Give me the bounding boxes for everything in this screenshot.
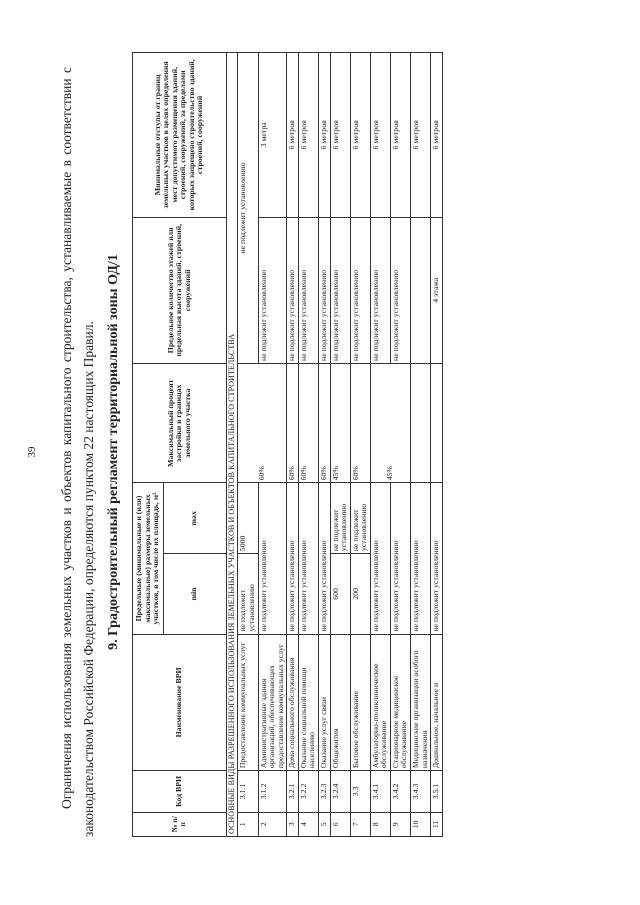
row-floors: не подлежит установлению — [370, 217, 390, 363]
row-percent: 45% — [370, 363, 410, 482]
row-no: 9 — [390, 812, 410, 836]
header-min: min — [163, 554, 226, 634]
header-percent: Максимальный процент застройки в границах земельного участка — [133, 363, 227, 482]
section-title: 9. Градостроительный регламент территориальной зоны ОД/1 — [106, 254, 121, 650]
row-floors: не подлежит установлению — [298, 217, 318, 363]
row-no: 8 — [370, 812, 390, 836]
row-setback: 6 метров — [318, 53, 330, 218]
rotated-content — [20, 37, 620, 867]
table-row — [287, 53, 299, 837]
table-row — [411, 53, 431, 837]
row-min: 200 — [350, 554, 370, 634]
header-floors: Предельное количество этажей или предельная высота зданий, строений, сооружений — [133, 217, 227, 363]
row-percent: 45% — [330, 363, 350, 482]
row-no: 6 — [330, 812, 350, 836]
row-setback: 6 метров — [298, 53, 318, 218]
row-floors: 4 этажа — [431, 217, 443, 363]
row-min: 600 — [330, 554, 350, 634]
row-max: 5000 — [238, 483, 258, 554]
row-max: не подлежит установлению — [330, 483, 350, 554]
row-name: Медицинские организации особого назначения — [411, 634, 431, 771]
row-size: не подлежит установлению — [287, 483, 299, 634]
row-percent: 60% — [318, 363, 330, 482]
row-name: Оказание социальной помощи населению — [298, 634, 318, 771]
row-no: 4 — [298, 812, 318, 836]
row-no: 5 — [318, 812, 330, 836]
header-setback: Минимальные отступы от границ земельных участков в целях определения мест допустимого размещения зданий, строений, сооружений, за пределами которых запрещено строительство зданий, строений, сооружений — [133, 53, 227, 218]
regulation-table — [132, 52, 443, 837]
section-row-text: ОСНОВНЫЕ ВИДЫ РАЗРЕШЕННОГО ИСПОЛЬЗОВАНИЯ ЗЕМЕЛЬНЫХ УЧАСТКОВ И ОБЪЕКТОВ КАПИТАЛЬНОГО СТРОИТЕЛЬСТВА — [226, 53, 238, 837]
section-row — [226, 53, 238, 837]
row-code: 3.2.3 — [318, 771, 330, 812]
row-setback: 6 метров — [330, 53, 350, 218]
row-size: не подлежит установлению — [390, 483, 410, 634]
row-percent: 60% — [298, 363, 318, 482]
row-floors: не подлежит установлению — [287, 217, 299, 363]
row-code: 3.1.1 — [238, 771, 258, 812]
header-code: Код ВРИ — [133, 771, 227, 812]
row-name: Административные здания организаций, обеспечивающих предоставление коммунальных услуг — [258, 634, 287, 771]
row-code: 3.2.4 — [330, 771, 350, 812]
row-name: Предоставление коммунальных услуг — [238, 634, 258, 771]
row-no: 11 — [431, 812, 443, 836]
row-name: Бытовое обслуживание — [350, 634, 370, 771]
table-row — [350, 53, 370, 837]
row-setback: 6 метров — [370, 53, 390, 218]
row-code: 3.5.1 — [431, 771, 443, 812]
row-name: Дома социального обслуживания — [287, 634, 299, 771]
row-code: 3.2.2 — [298, 771, 318, 812]
table-row — [370, 53, 390, 837]
row-no: 3 — [287, 812, 299, 836]
row-name: Оказание услуг связи — [318, 634, 330, 771]
row-percent: 60% — [350, 363, 370, 482]
intro-paragraph: Ограничения использования земельных участков и объектов капитального строительства, устанавливаемые в соответствии с законодательством Российской Федерации, определяются пунктом 22 настоящих Правил. — [59, 67, 96, 837]
table-row — [330, 53, 350, 837]
row-floors: не подлежит установлению — [350, 217, 370, 363]
row-no: 10 — [411, 812, 431, 836]
header-max: max — [163, 483, 226, 554]
row-name: Амбулаторно-поликлиническое обслуживание — [370, 634, 390, 771]
table-row — [238, 53, 258, 837]
row-max: не подлежит установлению — [350, 483, 370, 554]
row-setback: 6 метров — [431, 53, 443, 218]
row-code: 3.2.1 — [287, 771, 299, 812]
table-row — [298, 53, 318, 837]
row-percent — [431, 363, 443, 482]
row-size: не подлежит установлению — [411, 483, 431, 634]
row-code: 3.1.2 — [258, 771, 287, 812]
row-floors: не подлежит установлению — [330, 217, 350, 363]
row-percent: 60% — [287, 363, 299, 482]
row-percent: 60% — [238, 363, 287, 482]
row-size: не подлежит установлению — [370, 483, 390, 634]
row-floors: не подлежит установлению — [238, 53, 258, 364]
row-floors: не подлежит установлению — [318, 217, 330, 363]
row-percent — [411, 363, 431, 482]
row-name: Стационарное медицинское обслуживание — [390, 634, 410, 771]
row-size: не подлежит установлению — [298, 483, 318, 634]
row-setback: 3 метра — [258, 53, 287, 218]
page-number: 39 — [26, 446, 38, 458]
row-no: 2 — [258, 812, 287, 836]
header-row — [133, 53, 164, 837]
table-row — [318, 53, 330, 837]
table-row — [431, 53, 443, 837]
row-setback: 6 метров — [350, 53, 370, 218]
row-floors — [411, 217, 431, 363]
row-name: Дошкольное, начальное и — [431, 634, 443, 771]
row-min: не подлежит установлению — [238, 554, 258, 634]
row-setback: 6 метров — [287, 53, 299, 218]
row-setback: 6 метров — [390, 53, 410, 218]
row-setback: 6 метров — [411, 53, 431, 218]
row-code: 3.4.3 — [411, 771, 431, 812]
row-code: 3.4.1 — [370, 771, 390, 812]
row-size: не подлежит установлению — [318, 483, 330, 634]
row-no: 1 — [238, 812, 258, 836]
header-name: Наименование ВРИ — [133, 634, 227, 771]
row-code: 3.4.2 — [390, 771, 410, 812]
row-code: 3.3 — [350, 771, 370, 812]
row-floors: не подлежит установлению — [390, 217, 410, 363]
row-size: не подлежит установлению — [431, 483, 443, 634]
row-floors: не подлежит установлению — [258, 217, 287, 363]
header-no: № п/п — [133, 812, 227, 836]
row-name: Общежития — [330, 634, 350, 771]
row-size: не подлежит установлению — [258, 483, 287, 634]
header-size: Предельные (минимальные и (или) максимальные) размеры земельных участков, в том числе их площадь, м² — [133, 483, 164, 634]
row-no: 7 — [350, 812, 370, 836]
